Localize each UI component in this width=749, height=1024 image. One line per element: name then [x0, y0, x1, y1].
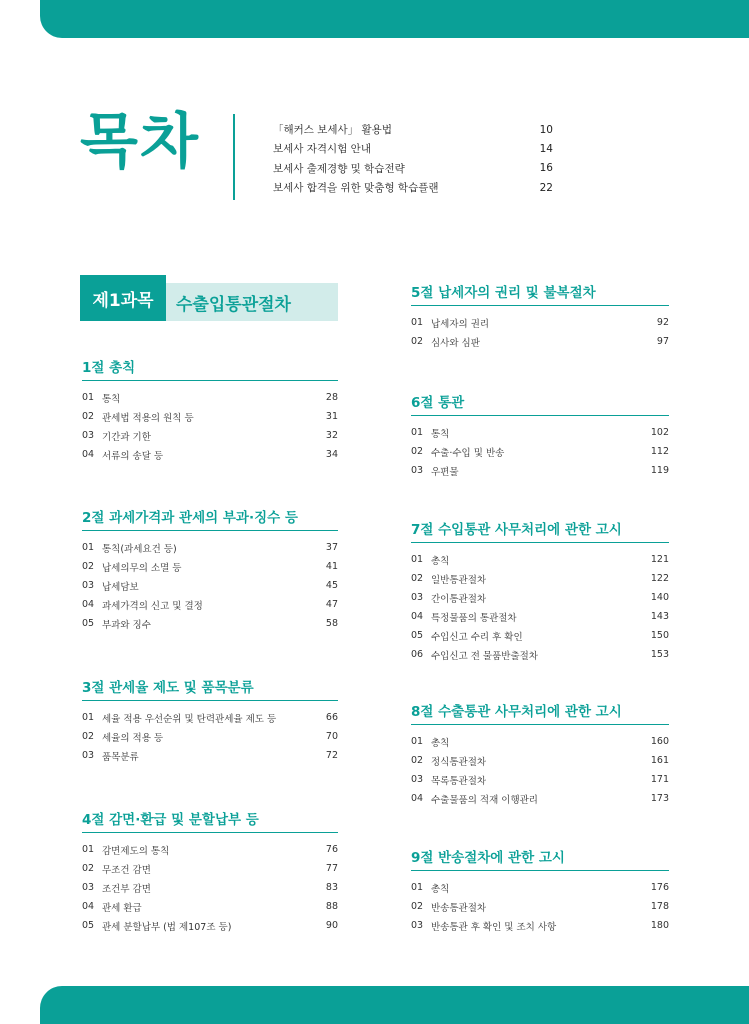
toc-item-label: 관세법 적용의 원칙 등: [102, 412, 194, 424]
toc-item-page: 119: [650, 465, 669, 476]
toc-item-label: 총칙: [431, 883, 450, 895]
toc-item[interactable]: [411, 897, 669, 916]
toc-item-number: 02: [82, 863, 95, 874]
toc-item-label: 품목분류: [102, 751, 139, 763]
intro-item-page: 14: [539, 142, 553, 155]
toc-item[interactable]: [411, 607, 669, 626]
section-title: 2절 과세가격과 관세의 부과·징수 등: [82, 506, 338, 531]
toc-item-label: 수입신고 수리 후 확인: [431, 631, 523, 643]
toc-item-page: 150: [650, 630, 669, 641]
toc-item-page: 171: [650, 774, 669, 785]
section-title: 3절 관세율 제도 및 품목분류: [82, 676, 338, 701]
toc-item-number: 01: [411, 554, 424, 565]
intro-item[interactable]: [273, 139, 553, 158]
toc-item-number: 06: [411, 649, 424, 660]
toc-item-page: 34: [325, 449, 338, 460]
toc-item[interactable]: [82, 407, 338, 426]
toc-item-page: 58: [325, 618, 338, 629]
intro-item-label: 보세사 자격시험 안내: [273, 143, 371, 156]
intro-item-label: 보세사 출제경향 및 학습전략: [273, 162, 405, 175]
intro-item-page: 22: [539, 181, 553, 194]
toc-item-number: 04: [411, 793, 424, 804]
toc-item[interactable]: [411, 461, 669, 480]
toc-item[interactable]: [82, 840, 338, 859]
toc-item[interactable]: [411, 751, 669, 770]
section-9: [411, 846, 669, 935]
toc-item-number: 04: [82, 599, 95, 610]
toc-item-label: 목록통관절차: [431, 775, 487, 787]
toc-item-page: 32: [325, 430, 338, 441]
toc-item-page: 143: [650, 611, 669, 622]
toc-item-label: 우편물: [431, 466, 459, 478]
toc-item-label: 납세의무의 소멸 등: [102, 562, 182, 574]
toc-item-number: 03: [411, 774, 424, 785]
toc-item[interactable]: [411, 423, 669, 442]
toc-item-label: 납세담보: [102, 581, 139, 593]
toc-item-label: 수입신고 전 물품반출절차: [431, 650, 538, 662]
toc-item-number: 03: [82, 580, 95, 591]
toc-item-page: 90: [325, 920, 338, 931]
toc-item-number: 01: [82, 712, 95, 723]
toc-item[interactable]: [82, 388, 338, 407]
section-2: [82, 506, 338, 633]
toc-item-label: 간이통관절차: [431, 593, 487, 605]
page-title: 목차: [80, 107, 200, 177]
toc-item-label: 관세 환급: [102, 902, 142, 914]
toc-item-number: 03: [82, 430, 95, 441]
toc-item-label: 통칙: [431, 428, 450, 440]
toc-item[interactable]: [82, 538, 338, 557]
section-5: [411, 281, 669, 351]
toc-item[interactable]: [82, 916, 338, 935]
toc-item-label: 정식통관절차: [431, 756, 487, 768]
section-1: [82, 356, 338, 464]
toc-item-label: 수출·수입 및 반송: [431, 447, 505, 459]
section-4: [82, 808, 338, 935]
section-title: 5절 납세자의 권리 및 불복절차: [411, 281, 669, 306]
toc-item[interactable]: [411, 588, 669, 607]
toc-item-page: 112: [650, 446, 669, 457]
toc-item-page: 160: [650, 736, 669, 747]
toc-item-number: 02: [411, 336, 424, 347]
toc-item[interactable]: [411, 770, 669, 789]
toc-item-page: 153: [650, 649, 669, 660]
toc-item-page: 121: [650, 554, 669, 565]
intro-item[interactable]: [273, 178, 553, 197]
toc-item-label: 납세자의 권리: [431, 318, 490, 330]
toc-item-number: 04: [82, 449, 95, 460]
toc-item-number: 01: [411, 882, 424, 893]
toc-item-page: 47: [325, 599, 338, 610]
toc-item[interactable]: [411, 789, 669, 808]
toc-item[interactable]: [411, 626, 669, 645]
toc-item-page: 72: [325, 750, 338, 761]
section-title: 4절 감면·환급 및 분할납부 등: [82, 808, 338, 833]
section-title: 1절 총칙: [82, 356, 338, 381]
toc-item-page: 37: [325, 542, 338, 553]
toc-item-label: 세율의 적용 등: [102, 732, 164, 744]
toc-item-label: 서류의 송달 등: [102, 450, 164, 462]
section-6: [411, 391, 669, 480]
toc-item-label: 감면제도의 통칙: [102, 845, 170, 857]
toc-item[interactable]: [411, 878, 669, 897]
section-title: 8절 수출통관 사무처리에 관한 고시: [411, 700, 669, 725]
toc-item[interactable]: [82, 746, 338, 765]
toc-item-page: 178: [650, 901, 669, 912]
toc-item-label: 세율 적용 우선순위 및 탄력관세율 제도 등: [102, 713, 277, 725]
toc-item-page: 45: [325, 580, 338, 591]
toc-item-number: 02: [82, 561, 95, 572]
title-divider: [233, 114, 235, 200]
toc-item[interactable]: [82, 897, 338, 916]
toc-item-page: 31: [325, 411, 338, 422]
section-title: 7절 수입통관 사무처리에 관한 고시: [411, 518, 669, 543]
toc-item-label: 심사와 심판: [431, 337, 480, 349]
toc-item-label: 무조건 감면: [102, 864, 151, 876]
intro-item-label: 보세사 합격을 위한 맞춤형 학습플랜: [273, 182, 439, 195]
bottom-band: [40, 986, 749, 1024]
toc-item-label: 총칙: [431, 737, 450, 749]
toc-item-number: 03: [82, 882, 95, 893]
subject-tag: 제1과목: [80, 275, 166, 321]
toc-item-page: 122: [650, 573, 669, 584]
intro-item-label: 「해커스 보세사」 활용법: [273, 124, 392, 137]
toc-item[interactable]: [411, 442, 669, 461]
toc-item[interactable]: [411, 916, 669, 935]
toc-item-label: 조건부 감면: [102, 883, 151, 895]
toc-item[interactable]: [82, 878, 338, 897]
toc-item-number: 02: [82, 411, 95, 422]
toc-item-label: 특정물품의 통관절차: [431, 612, 517, 624]
toc-item-label: 관세 분할납부 (법 제107조 등): [102, 921, 232, 933]
toc-item-number: 01: [411, 317, 424, 328]
section-title: 6절 통관: [411, 391, 669, 416]
toc-item[interactable]: [82, 445, 338, 464]
toc-item-page: 66: [325, 712, 338, 723]
intro-item-page: 16: [539, 162, 553, 175]
toc-item-label: 통칙(과세요건 등): [102, 543, 177, 555]
toc-item-page: 83: [325, 882, 338, 893]
toc-item-page: 76: [325, 844, 338, 855]
intro-item[interactable]: [273, 159, 553, 178]
toc-item[interactable]: [82, 708, 338, 727]
toc-item[interactable]: [411, 732, 669, 751]
intro-list: [273, 120, 553, 197]
toc-item-number: 03: [411, 920, 424, 931]
section-7: [411, 518, 669, 664]
toc-item-label: 과세가격의 신고 및 결정: [102, 600, 203, 612]
toc-item-number: 01: [82, 542, 95, 553]
toc-item-page: 88: [325, 901, 338, 912]
toc-item[interactable]: [411, 645, 669, 664]
section-3: [82, 676, 338, 765]
toc-item-page: 180: [650, 920, 669, 931]
toc-item[interactable]: [82, 426, 338, 445]
toc-item-page: 173: [650, 793, 669, 804]
toc-item-label: 기간과 기한: [102, 431, 151, 443]
toc-item-label: 부과와 징수: [102, 619, 151, 631]
toc-item-number: 04: [82, 901, 95, 912]
intro-item-page: 10: [539, 123, 553, 136]
toc-item-label: 수출물품의 적재 이행관리: [431, 794, 538, 806]
toc-item-number: 03: [411, 592, 424, 603]
toc-item[interactable]: [82, 576, 338, 595]
toc-item-page: 102: [650, 427, 669, 438]
toc-item[interactable]: [411, 313, 669, 332]
toc-item-label: 통칙: [102, 393, 121, 405]
toc-item-number: 02: [411, 573, 424, 584]
toc-item-number: 05: [411, 630, 424, 641]
toc-item-label: 일반통관절차: [431, 574, 487, 586]
toc-item-page: 176: [650, 882, 669, 893]
toc-item-label: 반송통관절차: [431, 902, 487, 914]
toc-item[interactable]: [82, 557, 338, 576]
toc-item-number: 03: [411, 465, 424, 476]
toc-item-number: 02: [82, 731, 95, 742]
toc-item-number: 01: [411, 427, 424, 438]
toc-item-number: 01: [82, 844, 95, 855]
toc-item-number: 04: [411, 611, 424, 622]
toc-item-page: 28: [325, 392, 338, 403]
toc-item-page: 97: [656, 336, 669, 347]
toc-item-number: 02: [411, 755, 424, 766]
toc-item-label: 총칙: [431, 555, 450, 567]
toc-item-page: 41: [325, 561, 338, 572]
toc-item[interactable]: [82, 727, 338, 746]
top-band: [40, 0, 749, 38]
toc-item[interactable]: [82, 614, 338, 633]
toc-item[interactable]: [411, 550, 669, 569]
intro-item[interactable]: [273, 120, 553, 139]
toc-item-number: 03: [82, 750, 95, 761]
toc-item-number: 02: [411, 901, 424, 912]
toc-item-page: 92: [656, 317, 669, 328]
section-8: [411, 700, 669, 808]
toc-item-number: 01: [411, 736, 424, 747]
toc-item-page: 140: [650, 592, 669, 603]
toc-item-number: 05: [82, 618, 95, 629]
toc-item-page: 70: [325, 731, 338, 742]
toc-item-page: 161: [650, 755, 669, 766]
toc-item-label: 반송통관 후 확인 및 조치 사항: [431, 921, 557, 933]
toc-item[interactable]: [82, 595, 338, 614]
subject-name: 수출입통관절차: [176, 294, 291, 315]
toc-item[interactable]: [411, 569, 669, 588]
toc-item-number: 01: [82, 392, 95, 403]
toc-item[interactable]: [411, 332, 669, 351]
toc-item-number: 02: [411, 446, 424, 457]
toc-item-number: 05: [82, 920, 95, 931]
toc-item[interactable]: [82, 859, 338, 878]
toc-item-page: 77: [325, 863, 338, 874]
section-title: 9절 반송절차에 관한 고시: [411, 846, 669, 871]
subject-header: [80, 275, 338, 321]
